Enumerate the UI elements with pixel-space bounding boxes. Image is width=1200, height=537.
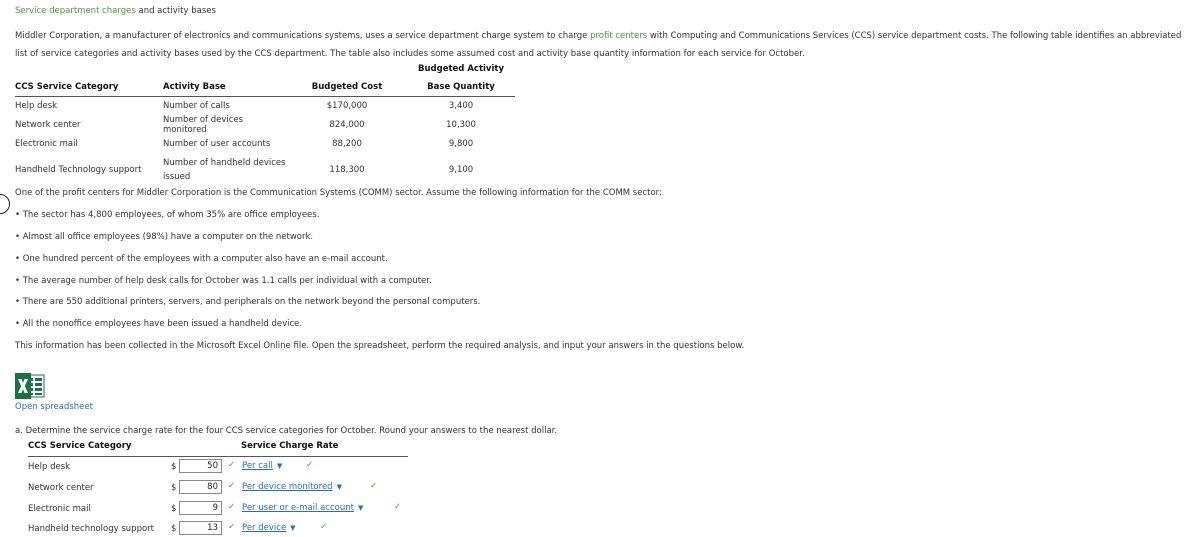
unit-select-value: Per call xyxy=(242,461,273,471)
title-link[interactable]: Service department charges xyxy=(15,6,136,16)
check-icon: ✓ xyxy=(228,460,236,470)
check-icon: ✓ xyxy=(228,522,236,532)
table-row xyxy=(15,115,515,135)
cell-category: Electronic mail xyxy=(15,139,78,149)
dollar-sign: $ xyxy=(171,462,177,472)
rate-label: Electronic mail xyxy=(28,504,91,514)
check-icon: ✓ xyxy=(228,502,236,512)
excel-icon[interactable] xyxy=(14,372,46,400)
rate-row-electronic-mail xyxy=(28,501,428,517)
header-base-quantity: Base Quantity xyxy=(407,78,515,97)
rate-header-rate: Service Charge Rate xyxy=(241,441,339,451)
header-activity-base: Activity Base xyxy=(163,78,287,97)
cell-qty: 9,100 xyxy=(448,165,474,175)
bullet-item: • The average number of help desk calls for October was 1.1 calls per individual with a computer. xyxy=(15,276,432,286)
intro-paragraph xyxy=(15,27,1195,63)
unit-select-network-center[interactable] xyxy=(242,482,342,492)
cell-cost: 88,200 xyxy=(332,139,362,149)
ccs-cost-table xyxy=(15,60,515,187)
rate-header-category: CCS Service Category xyxy=(28,441,132,451)
bullet-item: • There are 550 additional printers, servers, and peripherals on the network beyond the personal computers. xyxy=(15,297,481,307)
rate-label: Handheld technology support xyxy=(28,524,154,534)
question-a: a. Determine the service charge rate for the four CCS service categories for October. Round your answers to the nearest dollar. xyxy=(15,426,558,436)
rate-row-handheld xyxy=(28,521,428,537)
rate-row-network-center xyxy=(28,480,428,496)
check-icon: ✓ xyxy=(320,522,328,532)
rate-table-header xyxy=(28,440,408,457)
cell-base: Number of devices monitored xyxy=(163,115,244,135)
cell-qty: 3,400 xyxy=(448,101,474,111)
rate-row-help-desk xyxy=(28,459,428,475)
bullet-item: • Almost all office employees (98%) have a computer on the network. xyxy=(15,232,314,242)
header-budgeted-cost: Budgeted Cost xyxy=(287,78,407,97)
cell-category: Help desk xyxy=(15,101,58,111)
cell-cost: $170,000 xyxy=(326,101,368,111)
unit-select-value: Per user or e-mail account xyxy=(242,503,354,513)
cell-cost: 824,000 xyxy=(329,120,365,130)
chevron-down-icon: ▼ xyxy=(357,504,364,512)
rate-label: Network center xyxy=(28,483,94,493)
profit-centers-link[interactable]: profit centers xyxy=(590,31,648,41)
check-icon: ✓ xyxy=(228,481,236,491)
unit-select-value: Per device xyxy=(242,523,287,533)
cell-base: Number of handheld devices issued xyxy=(163,158,286,182)
cell-base: Number of calls xyxy=(163,101,230,111)
cell-category: Network center xyxy=(15,120,81,130)
cursor-circle-icon xyxy=(0,194,10,214)
cell-qty: 10,300 xyxy=(446,120,476,130)
chevron-down-icon: ▼ xyxy=(290,524,296,532)
check-icon: ✓ xyxy=(370,481,378,491)
rate-label: Help desk xyxy=(28,462,71,472)
intro-text-2: with Computing and Communications Services (CCS) service department costs. The following table identifies an abbreviated list of service categories and activity bases used by the CCS department. The table also includes some assumed cost and activity base quantity information for each service for October. xyxy=(15,31,1182,59)
unit-select-value: Per device monitored xyxy=(242,482,333,492)
bullet-item: • The sector has 4,800 employees, of whom 35% are office employees. xyxy=(15,210,320,220)
rate-input-handheld[interactable]: 13 xyxy=(179,521,222,535)
dollar-sign: $ xyxy=(171,483,177,493)
rate-input-help-desk[interactable]: 50 xyxy=(179,459,222,473)
header-budgeted-activity: Budgeted Activity xyxy=(418,64,504,74)
chevron-down-icon: ▼ xyxy=(336,483,342,491)
dollar-sign: $ xyxy=(171,504,177,514)
instructions-text: This information has been collected in the Microsoft Excel Online file. Open the spreadsheet, perform the required analysis, and input your answers in the questions below. xyxy=(15,341,745,351)
title-rest: and activity bases xyxy=(138,6,216,16)
cell-cost: 118,300 xyxy=(329,165,365,175)
dollar-sign: $ xyxy=(171,524,177,534)
comm-intro-text: One of the profit centers for Middler Corporation is the Communication Systems (COMM) sector. Assume the following information for the COMM sector: xyxy=(15,188,662,198)
cell-qty: 9,800 xyxy=(448,139,474,149)
cell-base: Number of user accounts xyxy=(163,139,271,149)
rate-input-electronic-mail[interactable]: 9 xyxy=(179,501,222,515)
unit-select-electronic-mail[interactable] xyxy=(242,503,363,513)
table-row xyxy=(15,97,515,116)
check-icon: ✓ xyxy=(306,460,314,470)
rate-input-network-center[interactable]: 80 xyxy=(179,480,222,494)
unit-select-help-desk[interactable] xyxy=(242,461,282,471)
bullet-item: • All the nonoffice employees have been issued a handheld device. xyxy=(15,319,303,329)
chevron-down-icon: ▼ xyxy=(276,462,283,470)
intro-text-1: Middler Corporation, a manufacturer of electronics and communications systems, uses a service department charge system to charge xyxy=(15,31,588,41)
page-title xyxy=(15,6,216,16)
header-category: CCS Service Category xyxy=(15,78,163,97)
open-spreadsheet-link[interactable]: Open spreadsheet xyxy=(15,402,93,412)
cell-category: Handheld Technology support xyxy=(15,165,142,175)
table-row xyxy=(15,135,515,153)
table-row xyxy=(15,153,515,187)
bullet-item: • One hundred percent of the employees with a computer also have an e-mail account. xyxy=(15,254,388,264)
check-icon: ✓ xyxy=(394,502,402,512)
